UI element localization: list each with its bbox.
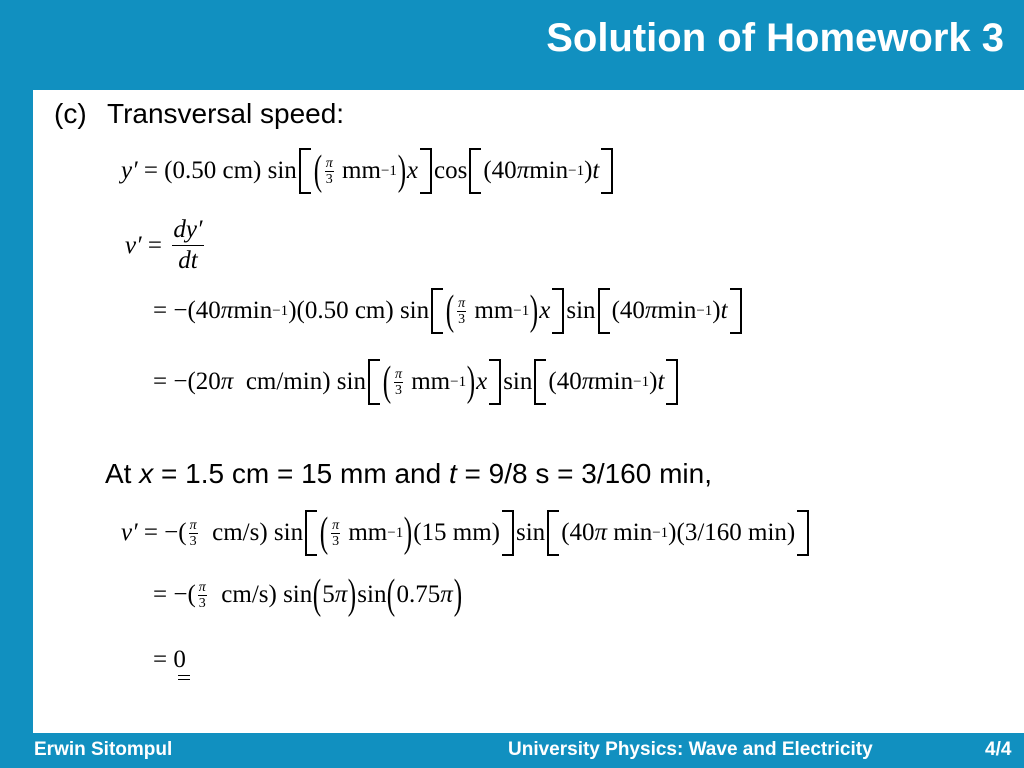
equation-velocity-definition: v′ = dy′ dt	[125, 216, 203, 274]
equation-displacement: y′ = (0.50 cm) sin ( $\frac{\pi}{3}$ mm −1 ) x cos (40 π min −1 ) t	[121, 148, 615, 194]
equation-velocity-simplified: = −(20 π cm/min) sin ( $\frac{\pi}{3}$ mm −1 ) x sin (40 π min −1 ) t	[153, 359, 680, 405]
equation-velocity-expanded: = −(40 π min −1 )(0.50 cm) sin ( $\frac{\pi}{3}$ mm −1 ) x sin (40 π min −1 ) t	[153, 288, 744, 334]
footer-course: University Physics: Wave and Electricity	[508, 739, 873, 760]
slide-footer	[0, 733, 1024, 768]
result-underline-double	[178, 679, 190, 680]
slide-title: Solution of Homework 3	[546, 16, 1004, 60]
part-label: (c)	[54, 98, 87, 129]
equation-velocity-evaluated: = −( $\frac{\pi}{3}$ cm/s) sin ( 5 π ) sin ( 0.75 π )	[153, 572, 462, 618]
equation-velocity-substituted: v′ = −( $\frac{\pi}{3}$ cm/s) sin ( $\frac{\pi}{3}$ mm −1 ) (15 mm) sin (40 π min −1 )(3/160 min)	[121, 510, 811, 556]
condition-text: At x = 1.5 cm = 15 mm and t = 9/8 s = 3/160 min,	[105, 458, 713, 489]
footer-page-number: 4/4	[985, 739, 1012, 760]
equation-result: = 0	[153, 646, 186, 673]
slide-header	[0, 0, 1024, 90]
section-heading: Transversal speed:	[107, 98, 345, 129]
footer-author: Erwin Sitompul	[34, 739, 173, 760]
slide-content	[33, 90, 1024, 733]
result-underline	[178, 675, 190, 676]
